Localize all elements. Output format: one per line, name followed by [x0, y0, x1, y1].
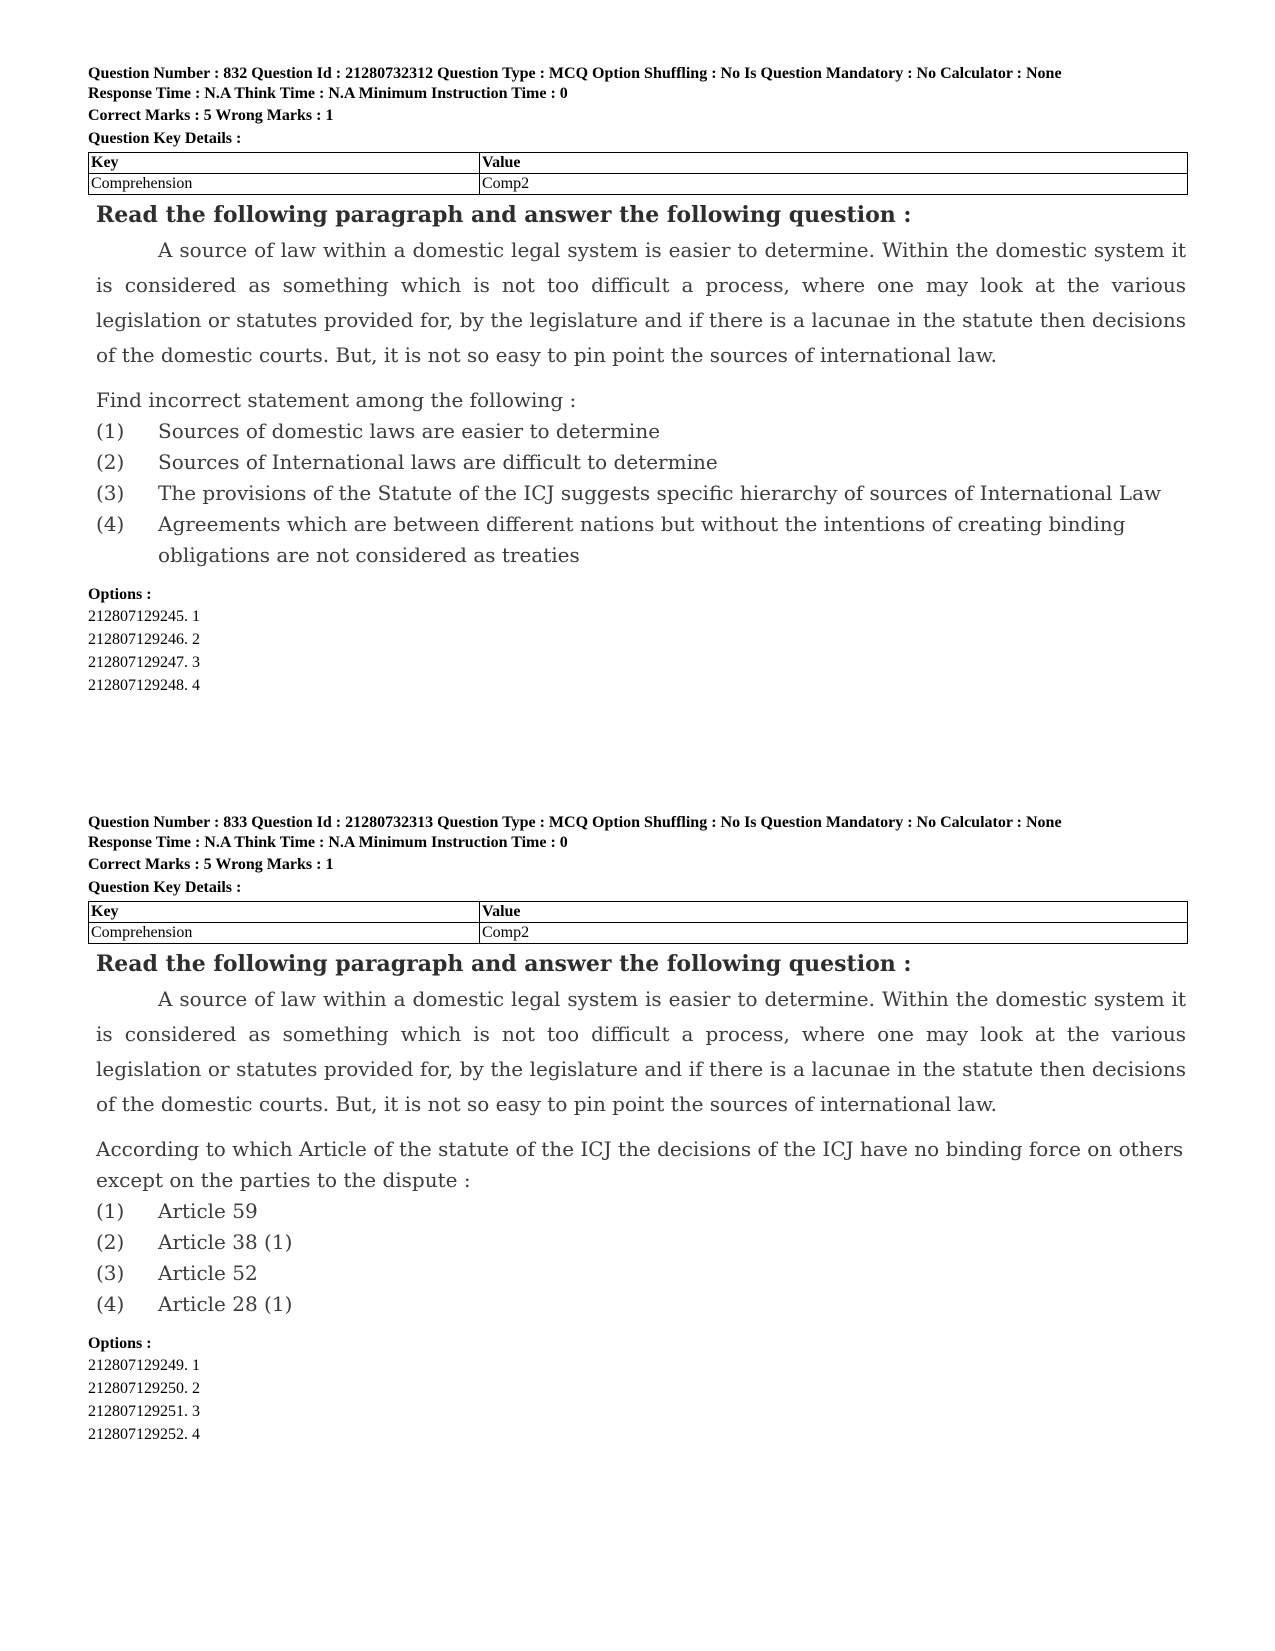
choice-text: Sources of domestic laws are easier to determine	[158, 419, 661, 443]
answer-choice-3	[96, 478, 1186, 509]
question-key-table	[88, 901, 1188, 944]
question-marks: Correct Marks : 5 Wrong Marks : 1	[88, 856, 334, 873]
answer-choice-2	[96, 1227, 1186, 1258]
choice-text: Article 28 (1)	[158, 1292, 293, 1316]
key-table-header-value: Value	[480, 902, 1188, 923]
question-instruction: Read the following paragraph and answer the following question :	[96, 951, 912, 977]
choice-text: Article 38 (1)	[158, 1230, 293, 1254]
option-item: 212807129248. 4	[88, 677, 200, 694]
option-item: 212807129247. 3	[88, 654, 200, 671]
question-meta-line: Question Number : 833 Question Id : 21280732313 Question Type : MCQ Option Shuffling : No Is Question Mandatory : No Calculator : None	[88, 814, 1062, 831]
key-table-header-row	[89, 902, 1188, 923]
key-table-header-key: Key	[89, 902, 480, 923]
comprehension-paragraph: A source of law within a domestic legal system is easier to determine. Within the domestic system it is considered as something which is not too difficult a process, where one may look at the various legislation or statutes provided for, by the legislature and if there is a lacunae in the statute then decisions of the domestic courts. But, it is not so easy to pin point the sources of international law.	[96, 987, 1186, 1116]
question-marks: Correct Marks : 5 Wrong Marks : 1	[88, 107, 334, 124]
key-table-cell-key: Comprehension	[89, 174, 480, 195]
question-meta-line: Question Number : 832 Question Id : 21280732312 Question Type : MCQ Option Shuffling : No Is Question Mandatory : No Calculator : None	[88, 65, 1062, 82]
answer-choice-2	[96, 447, 1186, 478]
key-table-header-row	[89, 153, 1188, 174]
key-table-header-value: Value	[480, 153, 1188, 174]
key-table-header-key: Key	[89, 153, 480, 174]
choice-text: Sources of International laws are difficult to determine	[158, 450, 718, 474]
question-prompt: Find incorrect statement among the following :	[96, 388, 577, 412]
choice-number: (4)	[96, 1292, 125, 1316]
options-label: Options :	[88, 1335, 152, 1352]
answer-choice-4	[96, 509, 1186, 571]
question-scanned-content	[96, 201, 1186, 571]
question-instruction: Read the following paragraph and answer the following question :	[96, 202, 912, 228]
choice-number: (3)	[96, 481, 125, 505]
question-key-details-label: Question Key Details :	[88, 130, 242, 147]
option-item: 212807129250. 2	[88, 1380, 200, 1397]
question-block-832	[88, 64, 1188, 697]
question-key-details-label: Question Key Details :	[88, 879, 242, 896]
options-label: Options :	[88, 586, 152, 603]
key-table-cell-value: Comp2	[480, 923, 1188, 944]
choice-number: (1)	[96, 419, 125, 443]
choice-text: Article 59	[158, 1199, 258, 1223]
key-table-cell-value: Comp2	[480, 174, 1188, 195]
question-timing-line: Response Time : N.A Think Time : N.A Minimum Instruction Time : 0	[88, 85, 568, 102]
key-table-row	[89, 923, 1188, 944]
choice-text: Article 52	[158, 1261, 258, 1285]
choice-text: The provisions of the Statute of the ICJ suggests specific hierarchy of sources of International Law	[158, 481, 1162, 505]
choice-text: Agreements which are between different nations but without the intentions of creating binding obligations are not considered as treaties	[158, 512, 1126, 567]
choice-number: (3)	[96, 1261, 125, 1285]
question-key-table	[88, 152, 1188, 195]
option-item: 212807129249. 1	[88, 1357, 200, 1374]
choice-number: (2)	[96, 450, 125, 474]
question-scanned-content	[96, 950, 1186, 1320]
answer-choice-4	[96, 1289, 1186, 1320]
option-item: 212807129245. 1	[88, 608, 200, 625]
question-timing-line: Response Time : N.A Think Time : N.A Minimum Instruction Time : 0	[88, 834, 568, 851]
choice-number: (2)	[96, 1230, 125, 1254]
question-prompt: According to which Article of the statute of the ICJ the decisions of the ICJ have no binding force on others except on the parties to the dispute :	[96, 1137, 1184, 1192]
question-block-833	[88, 813, 1188, 1446]
comprehension-paragraph: A source of law within a domestic legal system is easier to determine. Within the domestic system it is considered as something which is not too difficult a process, where one may look at the various legislation or statutes provided for, by the legislature and if there is a lacunae in the statute then decisions of the domestic courts. But, it is not so easy to pin point the sources of international law.	[96, 238, 1186, 367]
option-item: 212807129246. 2	[88, 631, 200, 648]
choice-number: (1)	[96, 1199, 125, 1223]
option-item: 212807129251. 3	[88, 1403, 200, 1420]
choice-number: (4)	[96, 512, 125, 536]
answer-choice-1	[96, 1196, 1186, 1227]
answer-choice-3	[96, 1258, 1186, 1289]
key-table-cell-key: Comprehension	[89, 923, 480, 944]
answer-choice-1	[96, 416, 1186, 447]
option-item: 212807129252. 4	[88, 1426, 200, 1443]
key-table-row	[89, 174, 1188, 195]
